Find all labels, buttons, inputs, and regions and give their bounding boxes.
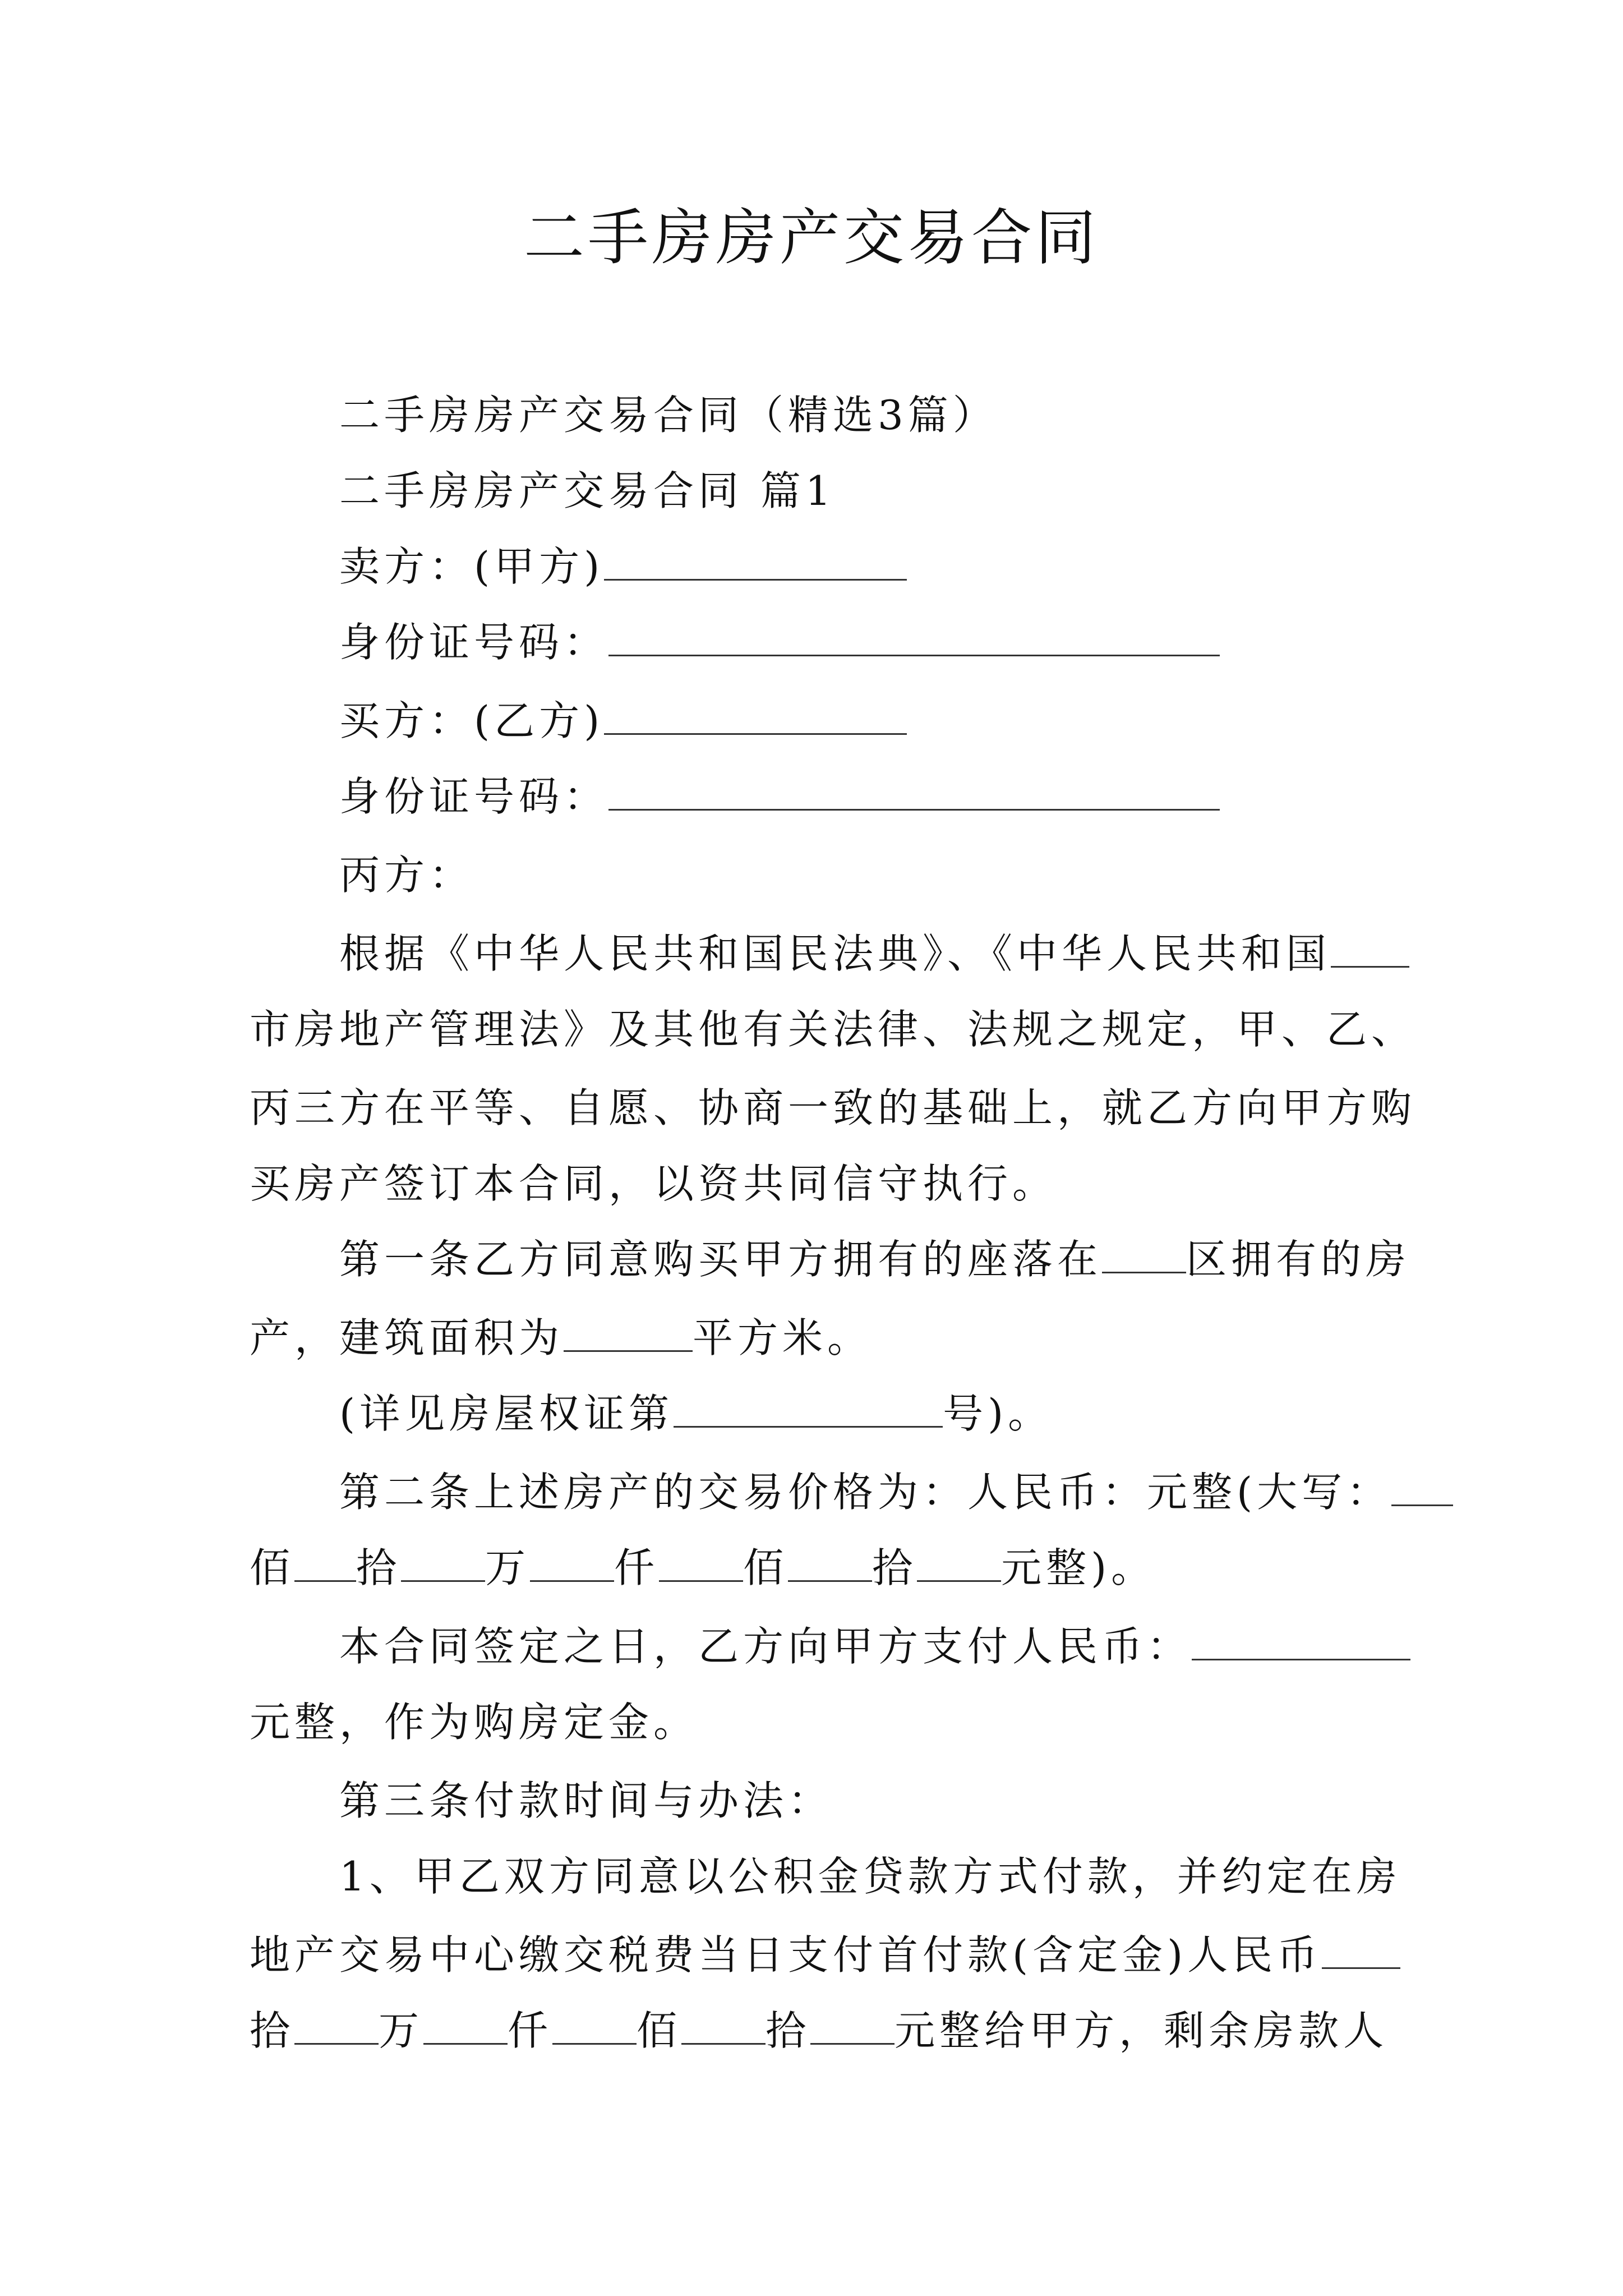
payment-blank-4 bbox=[552, 2004, 637, 2045]
seller-blank bbox=[604, 540, 907, 581]
buyer-id-line: 身份证号码： bbox=[339, 769, 1220, 825]
buyer-blank bbox=[604, 694, 907, 735]
amount-blank-1 bbox=[1391, 1465, 1453, 1506]
payment-blank-2 bbox=[294, 2004, 379, 2045]
article-3-heading: 第三条付款时间与办法： bbox=[339, 1777, 833, 1824]
preamble-line-3: 丙三方在平等、自愿、协商一致的基础上，就乙方向甲方购 bbox=[250, 1084, 1417, 1131]
article-2-line-2: 佰 拾 万 仟 佰 拾 元整)。 bbox=[250, 1540, 1156, 1596]
preamble-line-1: 根据《中华人民共和国民法典》、《中华人民共和国 bbox=[339, 926, 1409, 982]
amount-blank-4 bbox=[530, 1541, 614, 1582]
article-1-line-1: 第一条乙方同意购买甲方拥有的座落在 区拥有的房 bbox=[339, 1231, 1410, 1287]
preamble-line-2: 市房地产管理法》及其他有关法律、法规之规定，甲、乙、 bbox=[250, 1006, 1417, 1053]
area-blank bbox=[564, 1311, 693, 1352]
amount-blank-2 bbox=[294, 1541, 356, 1582]
deposit-blank bbox=[1192, 1619, 1410, 1660]
payment-blank-6 bbox=[810, 2004, 895, 2045]
buyer-id-blank bbox=[608, 770, 1220, 811]
amount-blank-5 bbox=[659, 1541, 743, 1582]
article-3-line-2: 地产交易中心缴交税费当日支付首付款(含定金)人民币 bbox=[250, 1927, 1400, 1983]
payment-blank-1 bbox=[1322, 1928, 1400, 1969]
article-1-line-2: 产，建筑面积为 平方米。 bbox=[250, 1310, 872, 1366]
deposit-line-1: 本合同签定之日，乙方向甲方支付人民币： bbox=[339, 1618, 1410, 1674]
seller-id-blank bbox=[608, 615, 1220, 656]
seller-line: 卖方：(甲方) bbox=[339, 539, 907, 595]
amount-blank-7 bbox=[917, 1541, 1001, 1582]
article-3-line-1: 1、甲乙双方同意以公积金贷款方式付款，并约定在房 bbox=[339, 1853, 1401, 1900]
amount-blank-3 bbox=[401, 1541, 485, 1582]
article-2-line-1: 第二条上述房产的交易价格为：人民币：元整(大写： bbox=[339, 1464, 1453, 1520]
buyer-line: 买方：(乙方) bbox=[339, 693, 907, 749]
deposit-line-2: 元整，作为购房定金。 bbox=[250, 1699, 699, 1746]
preamble-line-4: 买房产签订本合同，以资共同信守执行。 bbox=[250, 1160, 1058, 1207]
article-1-line-3: (详见房屋权证第 号)。 bbox=[339, 1386, 1053, 1442]
payment-blank-5 bbox=[681, 2004, 766, 2045]
seller-id-line: 身份证号码： bbox=[339, 614, 1220, 670]
payment-blank-3 bbox=[423, 2004, 508, 2045]
city-blank bbox=[1331, 927, 1409, 968]
certificate-blank bbox=[674, 1387, 943, 1428]
document-title: 二手房房产交易合同 bbox=[523, 203, 1099, 273]
article-3-line-3: 拾 万 仟 佰 拾 元整给甲方，剩余房款人 bbox=[250, 2003, 1388, 2059]
part-heading: 二手房房产交易合同 篇1 bbox=[339, 467, 836, 514]
district-blank bbox=[1102, 1232, 1186, 1273]
collection-heading: 二手房房产交易合同（精选3篇） bbox=[339, 392, 998, 439]
third-party-line: 丙方： bbox=[339, 852, 474, 899]
amount-blank-6 bbox=[788, 1541, 872, 1582]
